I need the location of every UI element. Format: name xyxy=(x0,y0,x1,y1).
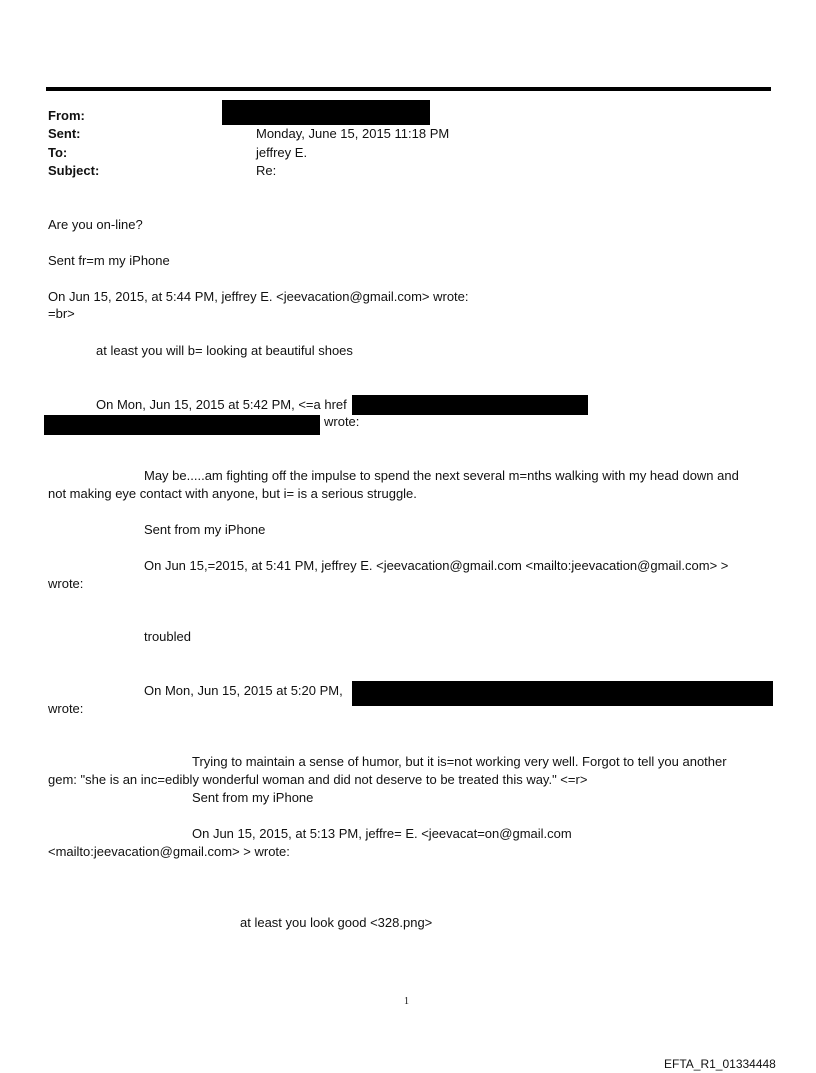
body-line: Sent fr=m my iPhone xyxy=(48,253,170,268)
page-number: 1 xyxy=(404,996,409,1007)
body-line: wrote: xyxy=(324,414,360,429)
to-value: jeffrey E. xyxy=(256,145,308,160)
body-line: at least you will b= looking at beautiful shoes xyxy=(96,343,353,358)
body-line: gem: "she is an inc=edibly wonderful woman and did not deserve to be treated this way." <=r> xyxy=(48,772,588,787)
body-line: Trying to maintain a sense of humor, but it is=not working very well. Forgot to tell you another xyxy=(192,754,727,769)
sent-value: Monday, June 15, 2015 11:18 PM xyxy=(256,126,450,141)
body-line: Sent from my iPhone xyxy=(144,522,266,537)
body-line: Are you on-line? xyxy=(48,217,143,232)
from-redaction xyxy=(222,100,430,125)
body-line: wrote: xyxy=(48,576,84,591)
subject-label: Subject: xyxy=(48,163,100,178)
email-redaction xyxy=(352,395,588,415)
sent-label: Sent: xyxy=(48,126,81,141)
body-line: troubled xyxy=(144,629,191,644)
body-line: wrote: xyxy=(48,701,84,716)
email-redaction xyxy=(44,415,320,435)
from-label: From: xyxy=(48,108,85,123)
body-line: Sent from my iPhone xyxy=(192,790,314,805)
bates-number: EFTA_R1_01334448 xyxy=(664,1057,776,1071)
header-rule xyxy=(46,87,771,91)
to-label: To: xyxy=(48,145,68,160)
body-line: On Mon, Jun 15, 2015 at 5:42 PM, <=a href xyxy=(96,397,347,412)
subject-value: Re: xyxy=(256,163,277,178)
sender-redaction xyxy=(352,681,773,706)
body-line: On Jun 15,=2015, at 5:41 PM, jeffrey E. <jeevacation@gmail.com <mailto:jeevacation@gmail.com> > xyxy=(144,558,729,573)
body-line: =br> xyxy=(48,306,75,321)
body-line: <mailto:jeevacation@gmail.com> > wrote: xyxy=(48,844,290,859)
body-line: not making eye contact with anyone, but i= is a serious struggle. xyxy=(48,486,417,501)
body-line: at least you look good <328.png> xyxy=(240,915,433,930)
body-line: May be.....am fighting off the impulse to spend the next several m=nths walking with my head down and xyxy=(144,468,739,483)
body-line: On Mon, Jun 15, 2015 at 5:20 PM, xyxy=(144,683,343,698)
body-line: On Jun 15, 2015, at 5:13 PM, jeffre= E. <jeevacat=on@gmail.com xyxy=(192,826,572,841)
body-line: On Jun 15, 2015, at 5:44 PM, jeffrey E. <jeevacation@gmail.com> wrote: xyxy=(48,289,469,304)
